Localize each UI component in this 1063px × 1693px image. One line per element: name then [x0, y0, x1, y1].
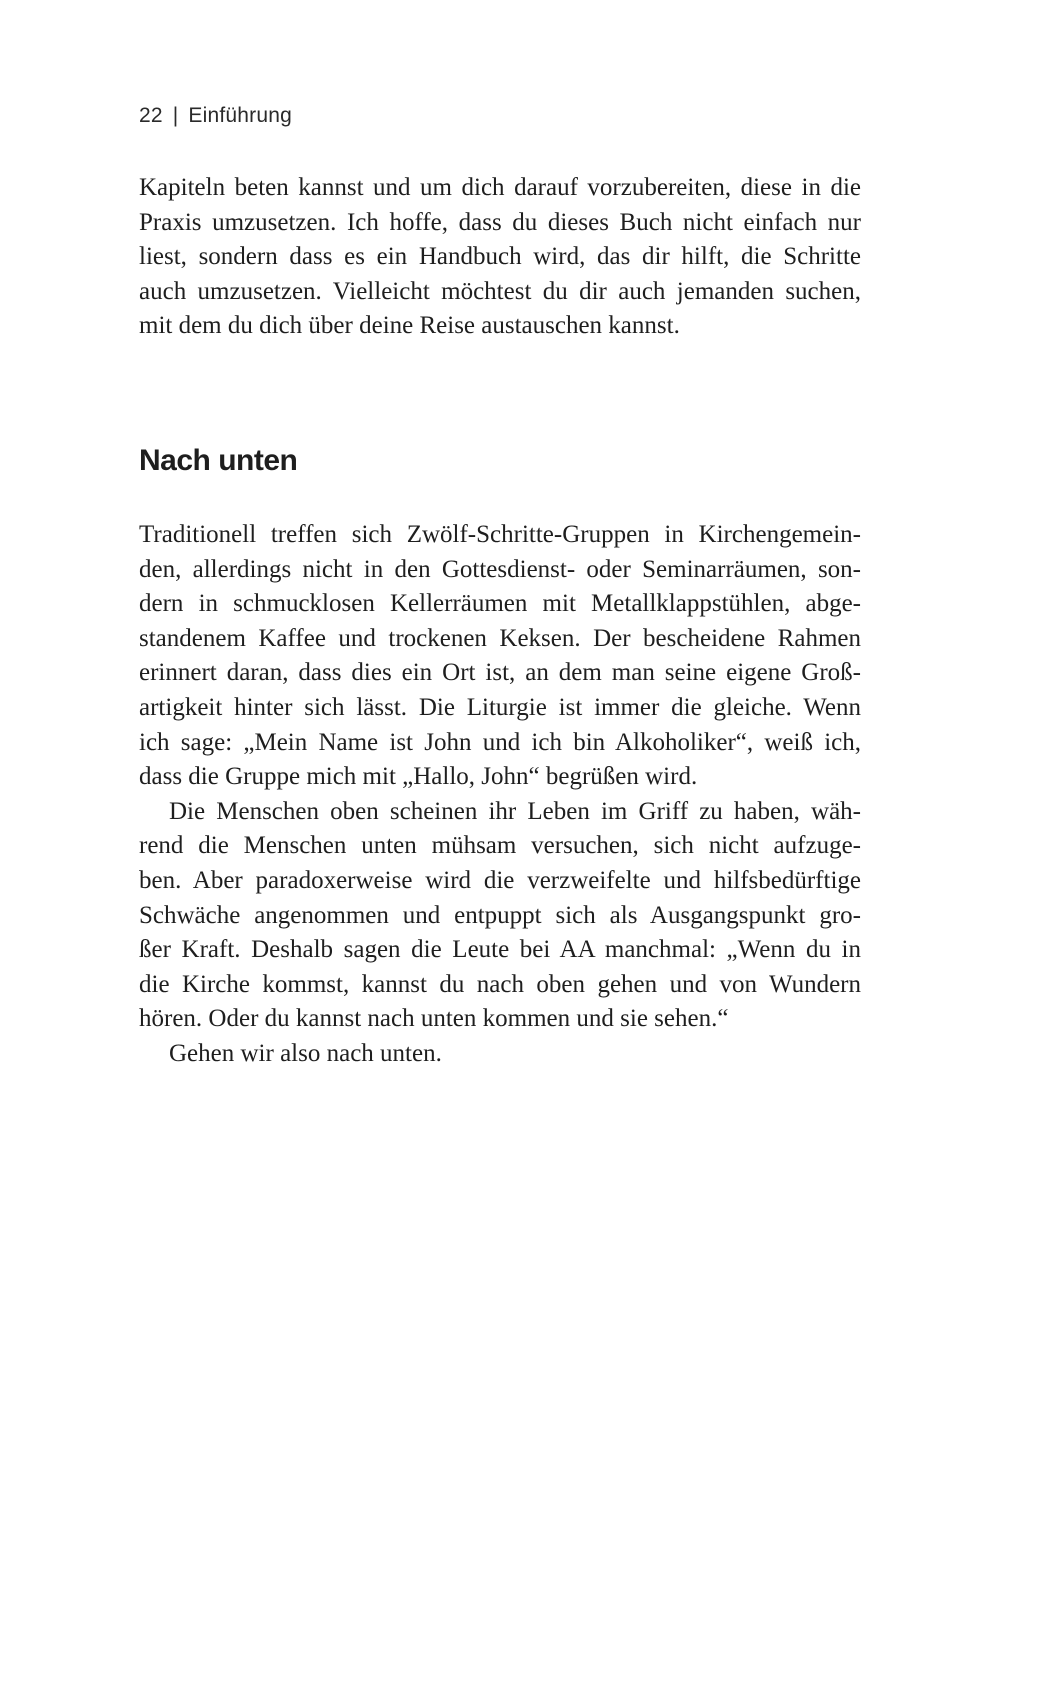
text-line: Kapiteln beten kannst und um dich darauf vorzubereiten, diese in die	[139, 174, 861, 201]
section-body	[139, 518, 861, 1072]
text-line: Die Menschen oben scheinen ihr Leben im Griff zu haben, wäh-	[169, 797, 861, 825]
text-line: ßer Kraft. Deshalb sagen die Leute bei AA manchmal: „Wenn du in	[139, 936, 861, 964]
text-line: mit dem du dich über deine Reise austauschen kannst.	[139, 312, 680, 340]
text-line: die Kirche kommst, kannst du nach oben gehen und von Wundern	[139, 970, 861, 998]
text-line: ich sage: „Mein Name ist John und ich bin Alkoholiker“, weiß ich,	[139, 728, 861, 756]
text-line: ben. Aber paradoxerweise wird die verzweifelte und hilfsbedürftige	[139, 866, 861, 894]
paragraph-1	[139, 518, 861, 795]
header-separator: |	[172, 104, 179, 127]
paragraph-2	[139, 795, 861, 1037]
text-line: hören. Oder du kannst nach unten kommen und sie sehen.“	[139, 1005, 729, 1033]
text-line: den, allerdings nicht in den Gottesdienst- oder Seminarräumen, son-	[139, 555, 861, 583]
text-line: dass die Gruppe mich mit „Hallo, John“ begrüßen wird.	[139, 763, 698, 791]
text-line: rend die Menschen unten mühsam versuchen, sich nicht aufzuge-	[139, 832, 861, 860]
page-number: 22	[139, 104, 163, 127]
section-heading: Nach unten	[139, 444, 298, 477]
text-line: auch umzusetzen. Vielleicht möchtest du dir auch jemanden suchen,	[139, 277, 861, 305]
running-header	[139, 104, 292, 128]
text-line: Traditionell treffen sich Zwölf-Schritte-Gruppen in Kirchengemein-	[139, 521, 861, 548]
intro-paragraph	[139, 171, 861, 344]
text-line: artigkeit hinter sich lässt. Die Liturgie ist immer die gleiche. Wenn	[139, 693, 861, 721]
text-line: Gehen wir also nach unten.	[169, 1039, 442, 1067]
paragraph-3	[139, 1037, 861, 1072]
text-line: liest, sondern dass es ein Handbuch wird, das dir hilft, die Schritte	[139, 243, 861, 271]
text-line: dern in schmucklosen Kellerräumen mit Metallklappstühlen, abge-	[139, 590, 861, 618]
text-line: standenem Kaffee und trockenen Keksen. Der bescheidene Rahmen	[139, 624, 861, 652]
chapter-title: Einführung	[188, 104, 292, 127]
text-line: erinnert daran, dass dies ein Ort ist, an dem man seine eigene Groß-	[139, 659, 861, 687]
text-line: Praxis umzusetzen. Ich hoffe, dass du dieses Buch nicht einfach nur	[139, 208, 861, 236]
text-line: Schwäche angenommen und entpuppt sich als Ausgangspunkt gro-	[139, 901, 861, 929]
